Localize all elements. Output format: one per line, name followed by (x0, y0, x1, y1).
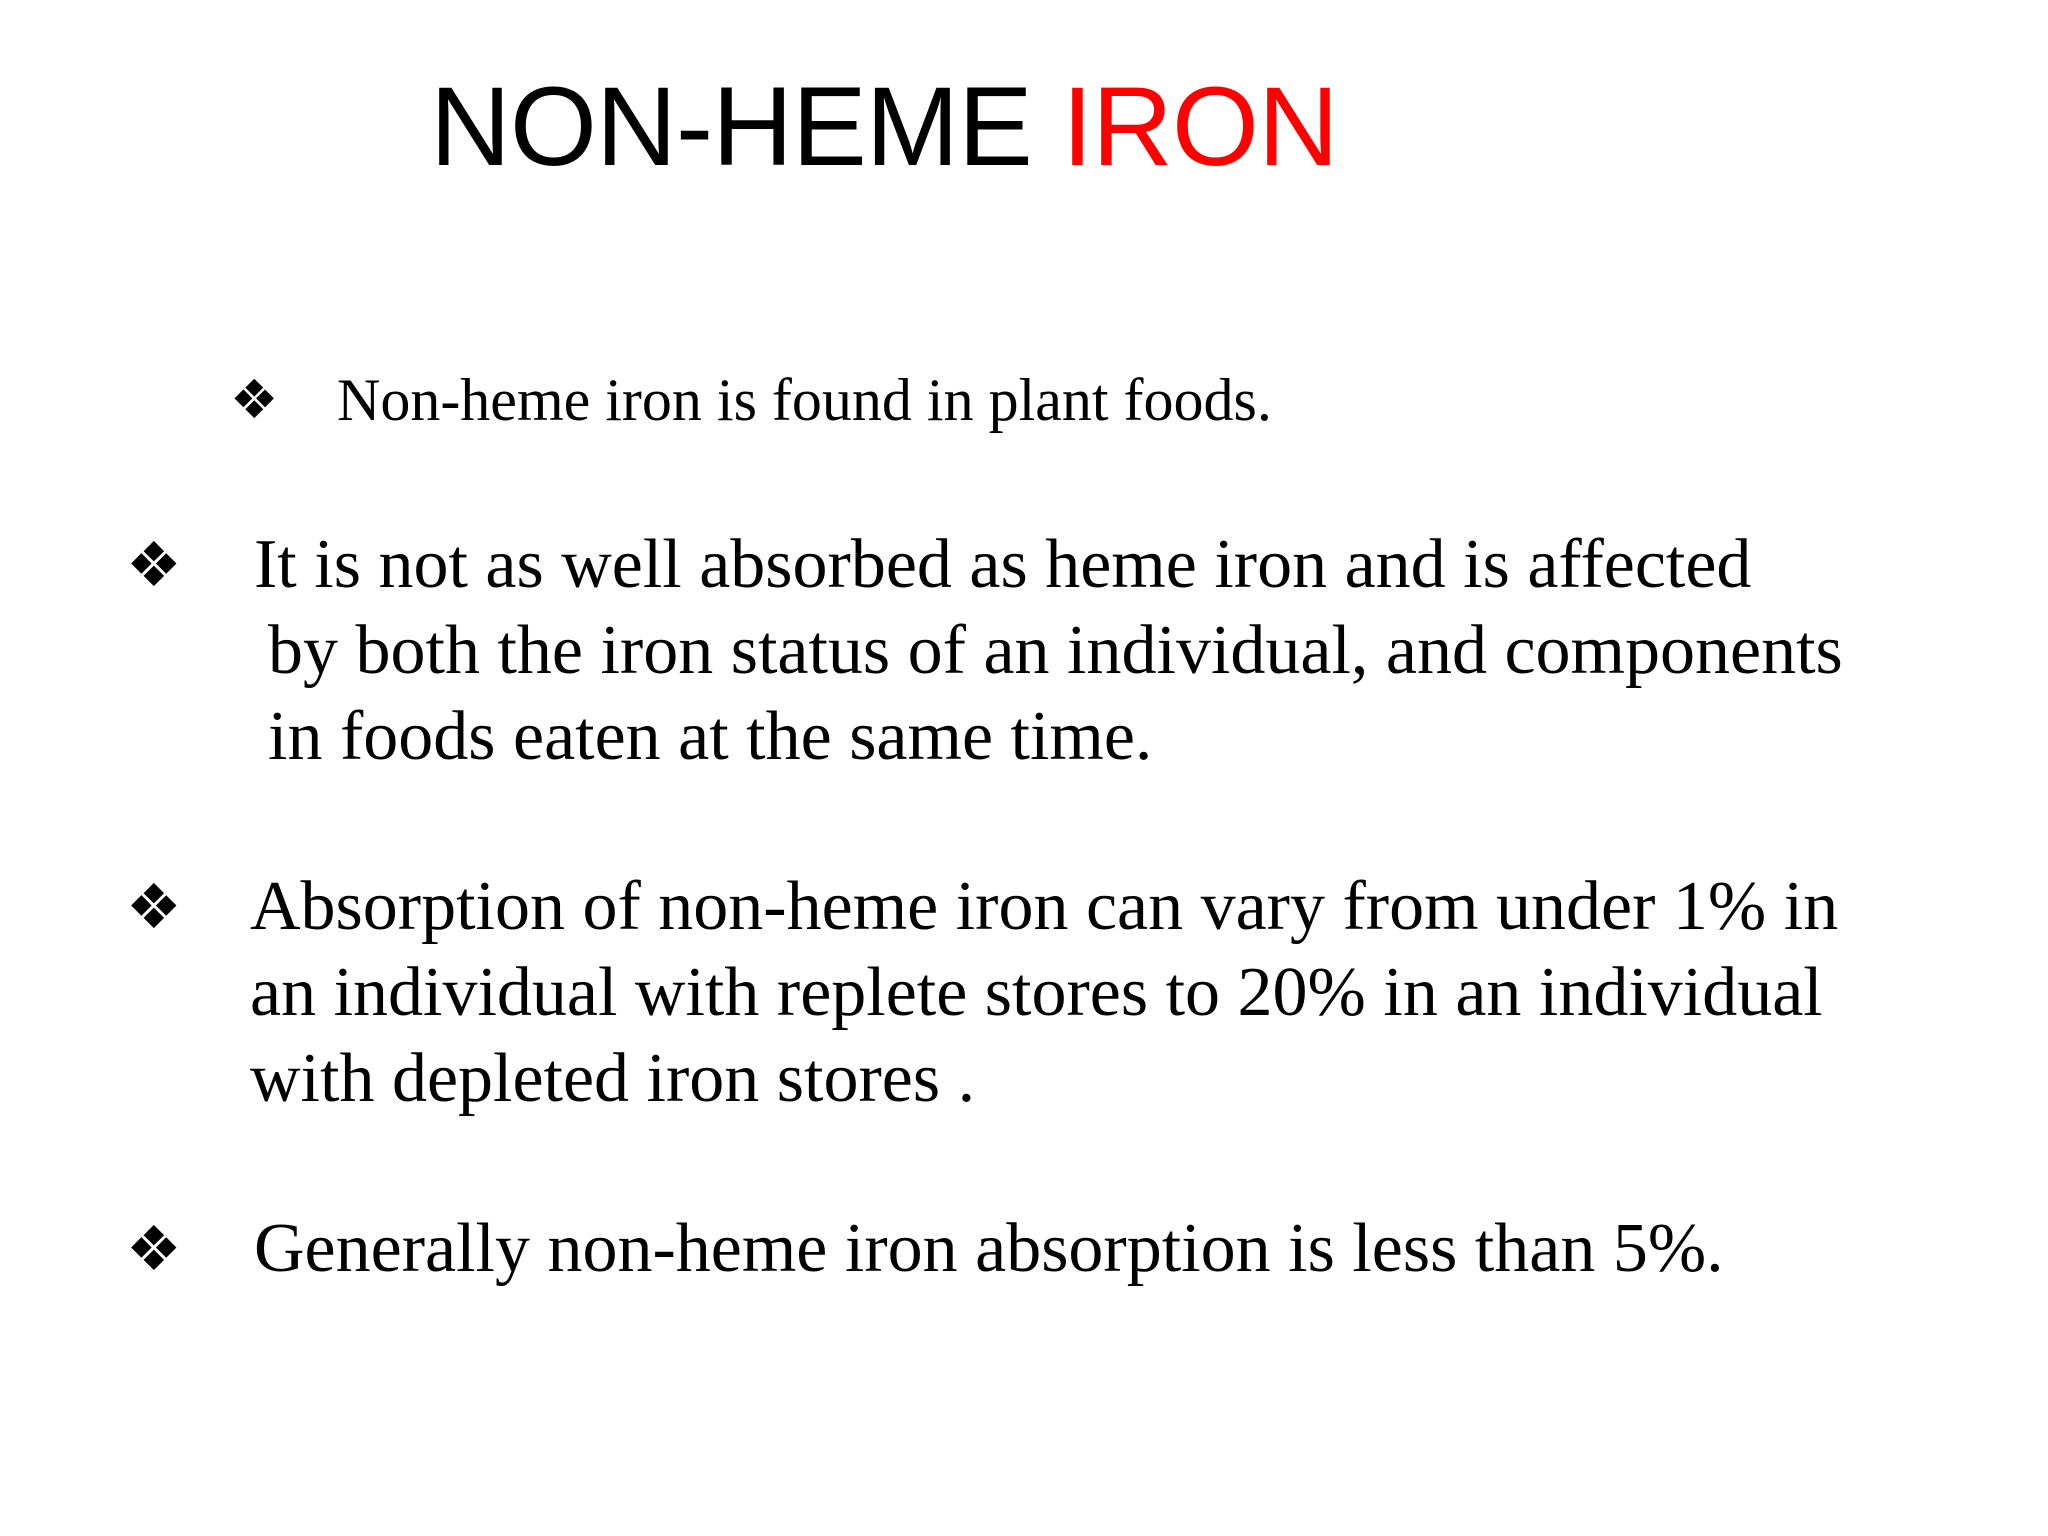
bullet-line: It is not as well absorbed as heme iron and is affected (254, 526, 1752, 603)
bullet-text (250, 864, 1838, 1122)
bullet-line: Generally non-heme iron absorption is less than 5%. (254, 1210, 1724, 1287)
bullet-line: with depleted iron stores . (250, 1040, 976, 1117)
bullet-text (337, 362, 1272, 438)
title-main-text: NON-HEME (430, 64, 1062, 189)
title-accent-text: IRON (1061, 64, 1338, 189)
diamond-bullet-icon: ❖ (126, 1212, 182, 1285)
bullet-line: in foods eaten at the same time. (268, 698, 1153, 775)
bullet-text (254, 522, 1843, 780)
bullet-text (254, 1206, 1724, 1292)
bullet-line: Non-heme iron is found in plant foods. (337, 367, 1272, 433)
bullet-line: an individual with replete stores to 20% in an individual (250, 954, 1823, 1031)
bullet-line: Absorption of non-heme iron can vary from under 1% in (250, 868, 1839, 945)
bullet-line: by both the iron status of an individual, and components (268, 612, 1843, 689)
diamond-bullet-icon: ❖ (230, 368, 279, 431)
diamond-bullet-icon: ❖ (126, 528, 182, 601)
slide-title (430, 62, 1338, 192)
diamond-bullet-icon: ❖ (126, 870, 182, 943)
